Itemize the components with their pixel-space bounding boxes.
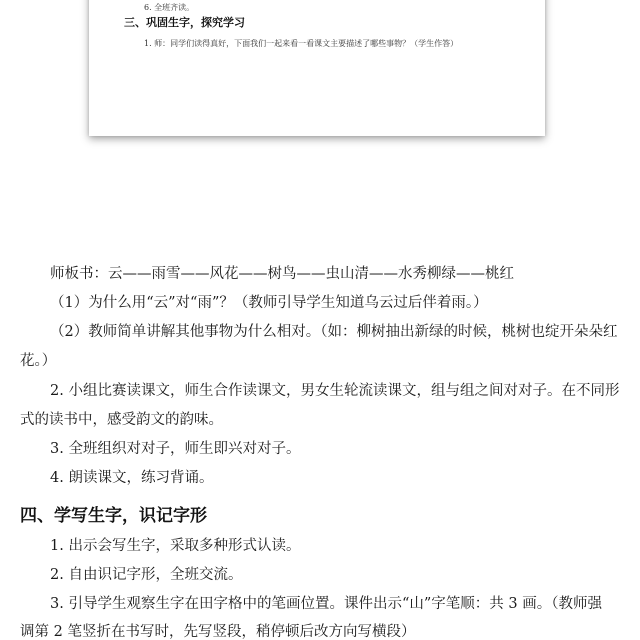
item-4: 4. 朗读课文，练习背诵。 <box>50 470 214 486</box>
item-3: 3. 全班组织对对子，师生即兴对对子。 <box>50 441 301 457</box>
board-writing: 师板书：云——雨雪——风花——树鸟——虫山清——水秀柳绿——桃红 <box>50 266 514 282</box>
question-2-line-1: （2）教师简单讲解其他事物为什么相对。（如：柳树抽出新绿的时候，桃树也绽开朵朵红 <box>50 324 618 340</box>
preview-line-1: 1. 师：同学们读得真好，下面我们一起来看一看课文主要描述了哪些事物？（学生作答） <box>144 39 459 48</box>
section-4-item-3-line-1: 3. 引导学生观察生字在田字格中的笔画位置。课件出示“山”字笔顺：共 3 画。（教师强 <box>50 596 602 612</box>
section-4-heading: 四、学写生字，识记字形 <box>20 506 207 526</box>
section-4-item-2: 2. 自由识记字形，全班交流。 <box>50 567 243 583</box>
question-1: （1）为什么用“云”对“雨”？（教师引导学生知道乌云过后伴着雨。） <box>50 295 488 311</box>
section-4-item-3-line-2: 调第 2 笔竖折在书写时，先写竖段，稍停顿后改方向写横段） <box>20 624 416 640</box>
preview-top-line: 6. 全班齐读。 <box>144 3 195 12</box>
section-4-item-1: 1. 出示会写生字，采取多种形式认读。 <box>50 538 301 554</box>
item-2-line-2: 式的读书中，感受韵文的韵味。 <box>20 412 223 428</box>
item-2-line-1: 2. 小组比赛读课文，师生合作读课文，男女生轮流读课文，组与组之间对对子。在不同形 <box>50 383 620 399</box>
question-2-line-2: 花。） <box>20 353 57 369</box>
embedded-document-preview <box>89 0 545 136</box>
preview-section-heading: 三、巩固生字，探究学习 <box>124 16 245 29</box>
